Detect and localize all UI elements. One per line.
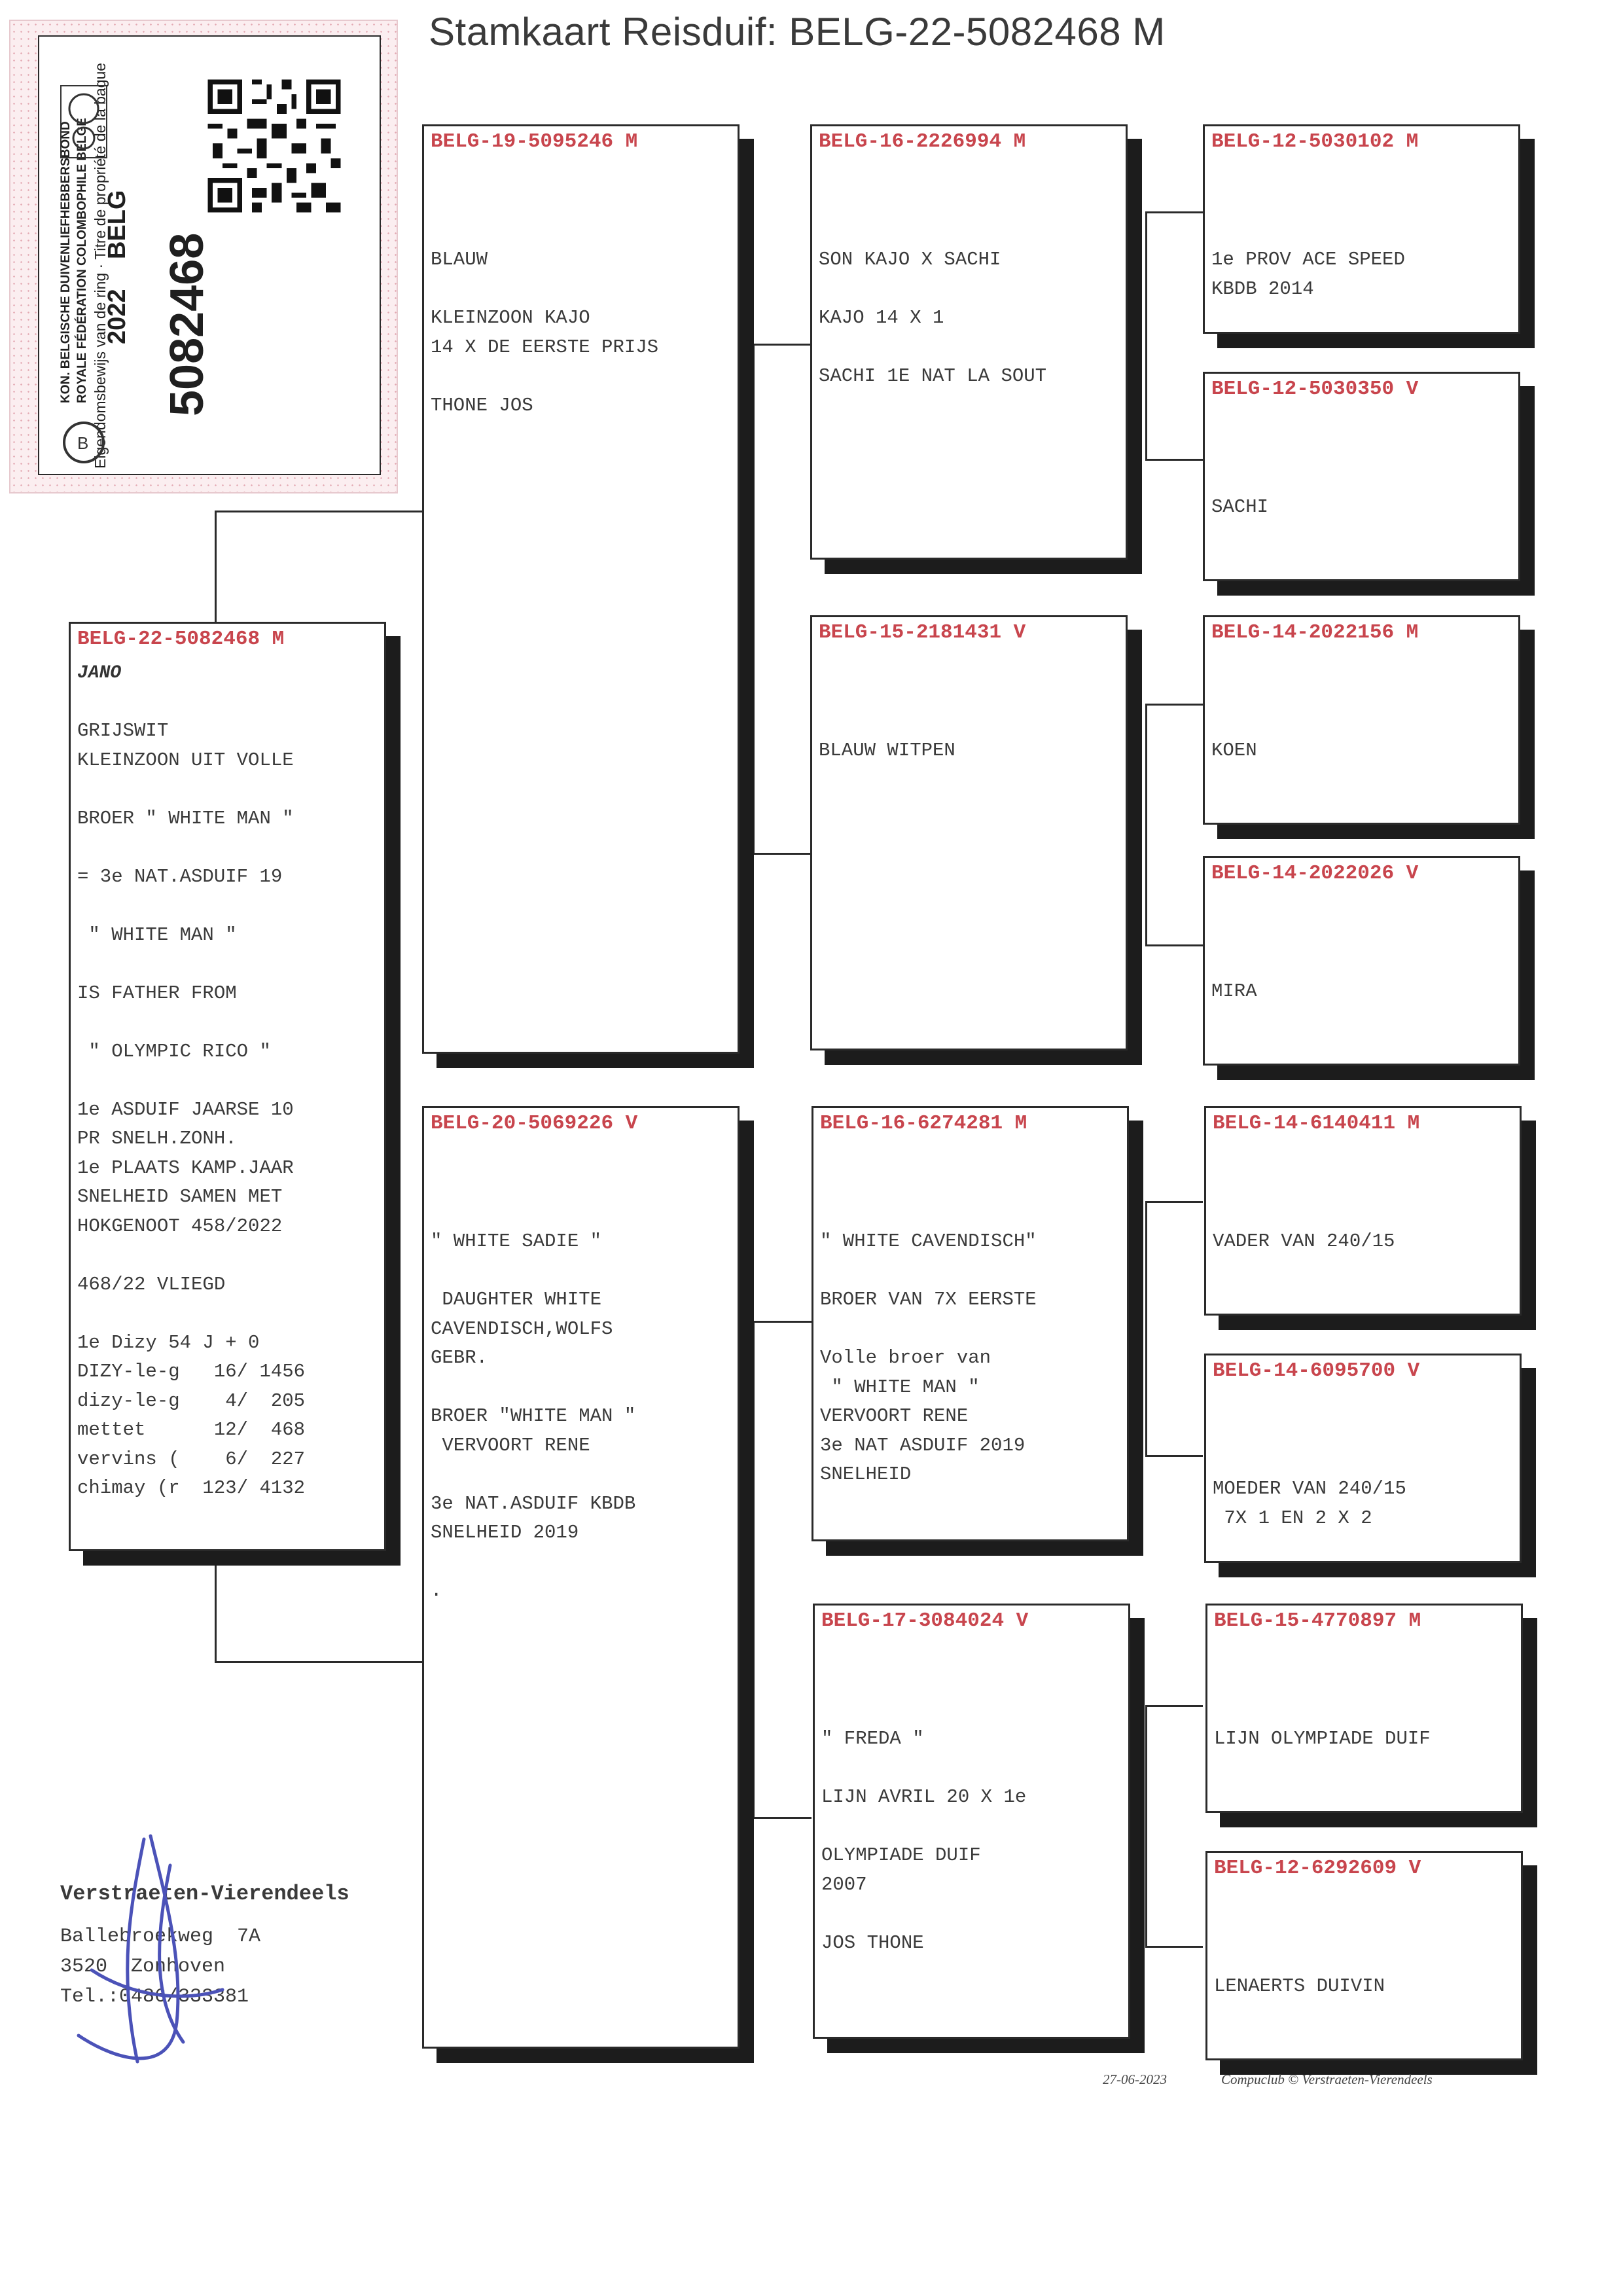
pigeon-card-mff bbox=[1204, 1106, 1522, 1316]
pigeon-notes bbox=[77, 717, 380, 1503]
pigeon-note-line: OLYMPIADE DUIF bbox=[821, 1844, 981, 1866]
pigeon-name: JANO bbox=[77, 663, 122, 683]
pigeon-note-line bbox=[431, 1548, 734, 1577]
pigeon-note-line: = 3e NAT.ASDUIF 19 bbox=[77, 865, 283, 888]
pigeon-note-line: VERVOORT RENE bbox=[820, 1405, 969, 1427]
pigeon-note-line: VERVOORT RENE bbox=[431, 1434, 590, 1456]
pigeon-notes bbox=[1211, 493, 1514, 522]
pigeon-notes bbox=[1211, 977, 1514, 1007]
pigeon-card-mf bbox=[812, 1106, 1129, 1541]
pigeon-note-line: Volle broer van bbox=[820, 1347, 991, 1369]
pigeon-card-ffm bbox=[1203, 372, 1520, 581]
ring-country: BELG bbox=[103, 190, 131, 259]
pigeon-note-line bbox=[77, 833, 380, 863]
pigeon-note-line: GEBR. bbox=[431, 1347, 488, 1369]
connector bbox=[215, 511, 424, 512]
ring-number-label: BELG-14-2022026 V bbox=[1211, 862, 1419, 885]
owner-phone: Tel.:0486/333381 bbox=[60, 1986, 249, 2008]
pigeon-note-line: 7X 1 EN 2 X 2 bbox=[1213, 1507, 1372, 1529]
pigeon-notes bbox=[1211, 736, 1514, 766]
connector bbox=[753, 1321, 812, 1323]
pigeon-note-line: " WHITE MAN " bbox=[77, 924, 237, 946]
pigeon-note-line bbox=[820, 1257, 1123, 1286]
footer-credit: Compuclub © Verstraeten-Vierendeels bbox=[1221, 2072, 1433, 2087]
connector bbox=[215, 1661, 424, 1663]
pigeon-note-line bbox=[77, 1066, 380, 1096]
ring-number-label: BELG-15-2181431 V bbox=[819, 621, 1026, 644]
pigeon-note-line: KAJO 14 X 1 bbox=[819, 307, 944, 329]
connector bbox=[753, 853, 812, 855]
pigeon-notes bbox=[1211, 245, 1514, 304]
ring-number-label: BELG-14-6140411 M bbox=[1213, 1112, 1420, 1135]
connector bbox=[1145, 211, 1147, 460]
pigeon-note-line: chimay (r 123/ 4132 bbox=[77, 1477, 306, 1499]
ring-org-nl: KON. BELGISCHE DUIVENLIEFHEBBERSBOND bbox=[59, 121, 73, 403]
pigeon-note-line: 3e NAT.ASDUIF KBDB bbox=[431, 1492, 636, 1515]
pigeon-note-line bbox=[821, 1754, 1124, 1784]
pigeon-note-line: KLEINZOON KAJO bbox=[431, 307, 590, 329]
pigeon-note-line: dizy-le-g 4/ 205 bbox=[77, 1390, 306, 1412]
ring-number-label: BELG-15-4770897 M bbox=[1214, 1609, 1421, 1632]
pigeon-card-mother bbox=[422, 1106, 740, 2049]
pigeon-card-fmm bbox=[1203, 856, 1520, 1066]
pigeon-card-mmm bbox=[1205, 1851, 1523, 2060]
pigeon-note-line: DIZY-le-g 16/ 1456 bbox=[77, 1361, 306, 1382]
pigeon-note-line: mettet 12/ 468 bbox=[77, 1419, 306, 1441]
signature-icon bbox=[52, 1826, 249, 2101]
pigeon-card-father bbox=[422, 124, 740, 1054]
ring-ownership: Eigendomsbewijs van de ring · Titre de propriété de la bague bbox=[92, 62, 109, 469]
pigeon-notes bbox=[819, 736, 1122, 766]
connector bbox=[1145, 1705, 1203, 1707]
pigeon-note-line: BROER " WHITE MAN " bbox=[77, 807, 294, 829]
connector bbox=[1145, 1201, 1203, 1203]
pigeon-note-line: LIJN OLYMPIADE DUIF bbox=[1214, 1728, 1431, 1749]
ring-org-fr: ROYALE FÉDÉRATION COLOMBOPHILE BELGE bbox=[75, 118, 89, 403]
ring-number-label: BELG-20-5069226 V bbox=[431, 1112, 638, 1135]
pigeon-note-line: SNELHEID SAMEN MET bbox=[77, 1186, 283, 1208]
pigeon-note-line: THONE JOS bbox=[431, 394, 533, 416]
ring-number-label: BELG-19-5095246 M bbox=[431, 130, 638, 153]
pigeon-note-line bbox=[77, 1299, 380, 1329]
pigeon-note-line: 14 X DE EERSTE PRIJS bbox=[431, 336, 659, 358]
pigeon-note-line: SACHI bbox=[1211, 496, 1269, 518]
pigeon-note-line bbox=[431, 1373, 734, 1403]
connector bbox=[1145, 944, 1203, 946]
ring-certificate-card bbox=[9, 20, 398, 493]
pigeon-note-line: vervins ( 6/ 227 bbox=[77, 1448, 306, 1470]
pigeon-note-line: " WHITE CAVENDISCH" bbox=[820, 1230, 1037, 1252]
pigeon-note-line bbox=[77, 950, 380, 979]
pigeon-note-line bbox=[819, 275, 1122, 304]
connector bbox=[1145, 704, 1203, 706]
connector bbox=[1145, 1705, 1147, 1947]
pigeon-notes bbox=[819, 245, 1122, 391]
pigeon-card-fmf bbox=[1203, 615, 1520, 825]
pigeon-note-line bbox=[819, 333, 1122, 363]
pigeon-note-line: 1e PROV ACE SPEED bbox=[1211, 249, 1405, 270]
pigeon-logo-icon bbox=[58, 416, 110, 469]
pigeon-note-line: 1e ASDUIF JAARSE 10 bbox=[77, 1098, 294, 1121]
pigeon-note-line: " OLYMPIC RICO " bbox=[77, 1040, 271, 1062]
connector bbox=[215, 1551, 217, 1662]
pigeon-card-mmf bbox=[1205, 1604, 1523, 1813]
ring-certificate-inner bbox=[38, 35, 381, 475]
ring-number: 5082468 bbox=[161, 232, 213, 416]
pigeon-notes bbox=[1214, 1725, 1517, 1754]
pigeon-note-line: SNELHEID bbox=[820, 1463, 912, 1485]
ring-number-label: BELG-12-5030102 M bbox=[1211, 130, 1419, 153]
pigeon-notes bbox=[1214, 1972, 1517, 2001]
pigeon-note-line bbox=[77, 1241, 380, 1270]
pigeon-notes bbox=[431, 1227, 734, 1606]
pigeon-note-line: KBDB 2014 bbox=[1211, 278, 1314, 300]
print-date: 27-06-2023 bbox=[1103, 2072, 1167, 2087]
pigeon-notes bbox=[820, 1227, 1123, 1490]
pigeon-note-line: KOEN bbox=[1211, 740, 1257, 761]
ring-number-label: BELG-14-6095700 V bbox=[1213, 1359, 1420, 1382]
pigeon-card-fm bbox=[810, 615, 1128, 1050]
pigeon-note-line: KLEINZOON UIT VOLLE bbox=[77, 749, 294, 771]
pigeon-card-subject bbox=[69, 622, 386, 1551]
pigeon-note-line: BROER VAN 7X EERSTE bbox=[820, 1289, 1037, 1310]
pigeon-notes bbox=[821, 1725, 1124, 1958]
owner-street: Ballebroekweg 7A bbox=[60, 1926, 261, 1948]
connector bbox=[1145, 1946, 1203, 1948]
pigeon-note-line: JOS THONE bbox=[821, 1931, 924, 1954]
pigeon-note-line bbox=[77, 891, 380, 921]
pigeon-note-line: 1e PLAATS KAMP.JAAR bbox=[77, 1157, 294, 1179]
connector bbox=[1145, 1201, 1147, 1456]
qr-code-icon bbox=[203, 75, 346, 217]
connector bbox=[753, 344, 755, 854]
pigeon-note-line: IS FATHER FROM bbox=[77, 982, 237, 1004]
pigeon-notes bbox=[1213, 1227, 1516, 1257]
connector bbox=[753, 1817, 812, 1819]
pigeon-note-line: 3e NAT ASDUIF 2019 bbox=[820, 1434, 1026, 1456]
connector bbox=[1145, 704, 1147, 946]
ring-number-label: BELG-16-6274281 M bbox=[820, 1112, 1027, 1135]
pigeon-note-line: " WHITE SADIE " bbox=[431, 1230, 602, 1252]
pigeon-note-line: BLAUW WITPEN bbox=[819, 740, 955, 761]
page-title: Stamkaart Reisduif: BELG-22-5082468 M bbox=[429, 10, 1166, 54]
pigeon-notes bbox=[431, 245, 734, 420]
pigeon-note-line: SON KAJO X SACHI bbox=[819, 249, 1001, 270]
pigeon-note-line: . bbox=[431, 1580, 442, 1602]
ring-number-label: BELG-14-2022156 M bbox=[1211, 621, 1419, 644]
connector bbox=[753, 1321, 755, 1818]
pigeon-note-line: LENAERTS DUIVIN bbox=[1214, 1975, 1385, 1997]
pigeon-note-line: 2007 bbox=[821, 1873, 867, 1895]
connector bbox=[753, 344, 812, 346]
pigeon-note-line: LIJN AVRIL 20 X 1e bbox=[821, 1786, 1027, 1808]
ring-number-label: BELG-22-5082468 M bbox=[77, 628, 285, 651]
pigeon-note-line bbox=[431, 1460, 734, 1490]
pigeon-note-line bbox=[77, 775, 380, 804]
pigeon-card-mm bbox=[813, 1604, 1130, 2039]
pigeon-note-line: 1e Dizy 54 J + 0 bbox=[77, 1331, 260, 1354]
owner-name: Verstraeten-Vierendeels bbox=[60, 1882, 349, 1906]
connector bbox=[1145, 1455, 1203, 1457]
pigeon-note-line: SACHI 1E NAT LA SOUT bbox=[819, 365, 1047, 387]
pigeon-note-line bbox=[431, 362, 734, 391]
pigeon-note-line: GRIJSWIT bbox=[77, 720, 169, 742]
owner-city: 3520 Zonhoven bbox=[60, 1956, 226, 1978]
ring-number-label: BELG-12-6292609 V bbox=[1214, 1857, 1421, 1880]
pigeon-note-line bbox=[431, 275, 734, 304]
ring-year: 2022 bbox=[103, 289, 131, 344]
pigeon-note-line: " FREDA " bbox=[821, 1728, 924, 1749]
connector bbox=[1145, 459, 1203, 461]
pigeon-note-line: BLAUW bbox=[431, 249, 488, 270]
ring-number-label: BELG-12-5030350 V bbox=[1211, 378, 1419, 401]
pigeon-card-ff bbox=[810, 124, 1128, 560]
pigeon-note-line: VADER VAN 240/15 bbox=[1213, 1230, 1395, 1252]
pigeon-note-line bbox=[821, 1899, 1124, 1929]
pigeon-note-line: HOKGENOOT 458/2022 bbox=[77, 1215, 283, 1237]
pigeon-note-line bbox=[431, 1257, 734, 1286]
pigeon-note-line: CAVENDISCH,WOLFS bbox=[431, 1318, 613, 1340]
pigeon-note-line: SNELHEID 2019 bbox=[431, 1522, 579, 1543]
pigeon-note-line: MOEDER VAN 240/15 bbox=[1213, 1478, 1406, 1499]
pigeon-note-line: PR SNELH.ZONH. bbox=[77, 1128, 237, 1149]
pigeon-notes bbox=[1213, 1475, 1516, 1533]
pigeon-note-line bbox=[820, 1315, 1123, 1344]
pigeon-note-line: DAUGHTER WHITE bbox=[431, 1289, 602, 1310]
ring-number-label: BELG-17-3084024 V bbox=[821, 1609, 1029, 1632]
pigeon-card-fff bbox=[1203, 124, 1520, 334]
svg-text:B: B bbox=[77, 433, 89, 453]
pigeon-note-line bbox=[77, 1008, 380, 1037]
connector bbox=[215, 511, 217, 628]
connector bbox=[1145, 211, 1203, 213]
pigeon-note-line: BROER "WHITE MAN " bbox=[431, 1405, 636, 1427]
ring-number-label: BELG-16-2226994 M bbox=[819, 130, 1026, 153]
pigeon-note-line: " WHITE MAN " bbox=[820, 1376, 980, 1398]
pigeon-note-line: 468/22 VLIEGD bbox=[77, 1273, 226, 1295]
pigeon-note-line bbox=[821, 1812, 1124, 1842]
pigeon-note-line: MIRA bbox=[1211, 980, 1257, 1002]
pigeon-card-mfm bbox=[1204, 1354, 1522, 1563]
kbdb-logo-icon bbox=[58, 82, 110, 161]
